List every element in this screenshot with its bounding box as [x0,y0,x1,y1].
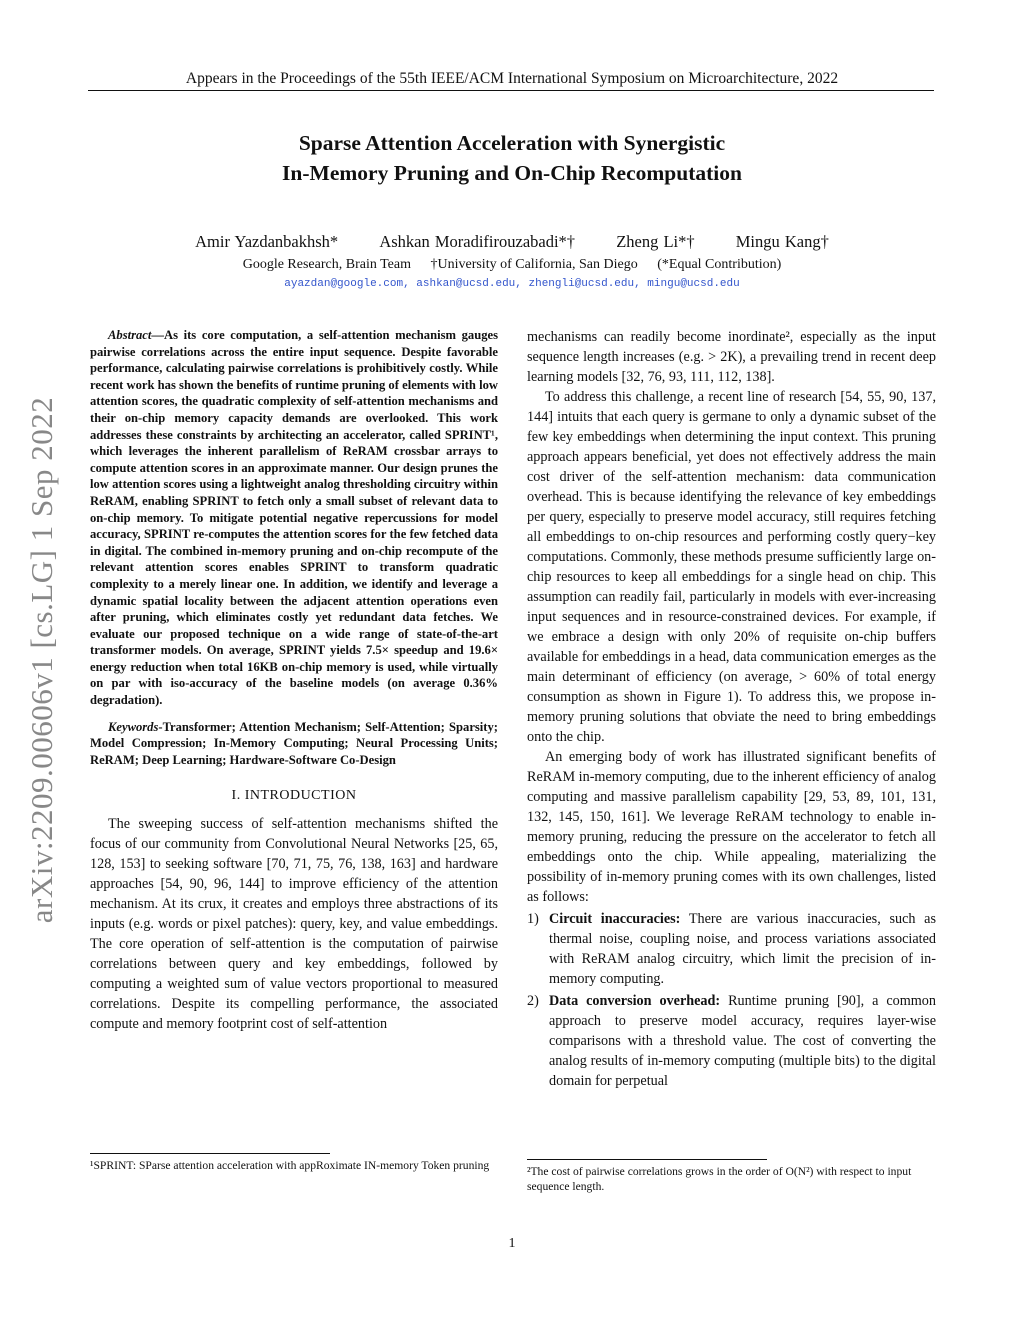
abstract [90,327,498,709]
abstract-text: —As its core computation, a self-attention mechanism gauges pairwise correlations across the entire input sequence. Despite favorable performance, calculating pairwise correlations is prohibitively costly. While recent work has shown the benefits of runtime pruning of elements with low attention scores, the quadratic complexity of self-attention mechanisms and their on-chip memory capacity demands are overlooked. This work addresses these constraints by architecting an accelerator, called SPRINT¹, which leverages the inherent parallelism of ReRAM crossbar arrays to compute attention scores in an approximate manner. Our design prunes the low attention scores using a lightweight analog thresholding circuitry within ReRAM, enabling SPRINT to fetch only a small subset of relevant data to on-chip memory. To mitigate potential negative repercussions for model accuracy, SPRINT re-computes the attention scores for the few fetched data in digital. The combined in-memory pruning and on-chip recompute of the relevant attention scores enables SPRINT to transform quadratic complexity to a merely linear one. In addition, we identify and leverage a dynamic spatial locality between the adjacent attention operations even after pruning, which eliminates costly yet redundant data fetches. We evaluate our proposed technique on a wide range of state-of-the-art transformer models. On average, SPRINT yields 7.5× speedup and 19.6× energy reduction when total 16KB on-chip memory is used, while virtually on par with iso-accuracy of the baseline models (on average 0.36% degradation). [90,328,498,708]
venue-header: Appears in the Proceedings of the 55th IEEE/ACM International Symposium on Microarchitecture, 2022 [185,70,839,87]
right-column [527,327,936,1093]
intro-paragraph-1: The sweeping success of self-attention mechanisms shifted the focus of our community from Convolutional Neural Networks [25, 65, 128, 153] to seeking software [70, 71, 75, 76, 138, 163] and hardware approaches [54, 90, 96, 144] to improve efficiency of the attention mechanism. At its crux, it creates and employs three abstractions of its inputs (e.g. words or pixel patches): query, key, and value embeddings. The core operation of self-attention is the computation of pairwise correlations between query and key embeddings, followed by computing a weighted sum of value vectors proportional to measured correlations. Despite its compelling performance, the associated compute and memory footprint cost of self-attention [90,816,498,1033]
challenge-item [527,991,936,1091]
challenge-title: Data conversion overhead: [549,993,721,1009]
challenge-text: There are various inaccuracies, such as thermal noise, coupling noise, and process variations associated with ReRAM analog circuitry, which limit the precision of in-memory computing. [549,911,936,987]
keywords-label: Keywords [108,719,159,734]
equal-contribution-note: (*Equal Contribution) [657,257,782,272]
affiliation-google: Google Research, Brain Team [242,257,411,272]
challenge-title: Circuit inaccuracies: [549,911,681,927]
author-3: Zheng Li*† [616,232,695,251]
author-1: Amir Yazdanbakhsh* [195,232,339,251]
header-rule [88,90,934,91]
footnote-1: ¹SPRINT: SParse attention acceleration with appRoximate IN-memory Token pruning [90,1159,490,1172]
intro-paragraph-continued: mechanisms can readily become inordinate², especially as the input sequence length increases (e.g. > 2K), a prevailing trend in recent deep learning models [32, 76, 93, 111, 112, 138]. [527,329,936,385]
footnote-rule-right [527,1159,767,1160]
challenge-number: 2) [527,993,539,1009]
challenge-number: 1) [527,911,539,927]
challenges-list [527,909,936,1091]
left-column [90,327,498,1034]
intro-paragraph-3: An emerging body of work has illustrated significant benefits of ReRAM in-memory computing, due to the inherent efficiency of analog computing and massive parallelism capability [29, 53, 89, 101, 131, 132, 145, 150, 161]. We leverage ReRAM technology to enable in-memory pruning, reducing the pressure on the accelerator to fetch all embeddings onto the chip. While appealing, materializing the possibility of in-memory pruning comes with its own challenges, listed as follows: [527,749,936,905]
affiliation-ucsd: †University of California, San Diego [430,257,638,272]
author-list [0,232,1024,252]
intro-paragraph-2: To address this challenge, a recent line of research [54, 55, 90, 137, 144] intuits that each query is germane to only a dynamic subset of the few key embeddings when determining the input context. This pruning approach appears beneficial, yet does not effectively address the main cost driver of the self-attention mechanism: data communication overhead. This is because identifying the relevance of key embeddings per query, especially to preserve model accuracy, still requires fetching all embeddings to on-chip resources and performing costly query−key computations. Commonly, these methods presume sufficiently large on-chip resources to keep all embeddings for a single head on chip. This assumption can readily fail, particularly in models with ever-increasing input sequences and in resource-constrained devices. For example, if we embrace a design with only 20% of requisite on-chip buffers available for embeddings in a head, data communication emerges as the main determinant of efficiency (on average, > 60% of total energy consumption as shown in Figure 1). To address this, we propose in-memory pruning solutions that obviate the need to bring embeddings onto the chip. [527,389,936,745]
keywords [90,719,498,769]
abstract-label: Abstract [108,328,152,342]
affiliations [0,257,1024,273]
footnote-rule-left [90,1153,330,1154]
author-2: Ashkan Moradifirouzabadi*† [379,232,576,251]
page-number: 1 [508,1236,516,1251]
challenge-item [527,909,936,989]
arxiv-stamp: arXiv:2209.00606v1 [cs.LG] 1 Sep 2022 [24,396,59,924]
author-4: Mingu Kang† [735,232,829,251]
footnote-2: ²The cost of pairwise correlations grows in the order of O(N²) with respect to input sequence length. [527,1165,912,1193]
section-heading-introduction: I. INTRODUCTION [231,788,357,804]
paper-title [0,128,1024,188]
author-emails[interactable]: ayazdan@google.com, ashkan@ucsd.edu, zhengli@ucsd.edu, mingu@ucsd.edu [284,278,740,290]
challenge-text: Runtime pruning [90], a common approach to preserve model accuracy, requires layer-wise comparisons with a threshold value. The cost of converting the analog results of in-memory computing (multiple bits) to the digital domain for perpetual [549,993,936,1089]
title-line-1: Sparse Attention Acceleration with Synergistic [298,131,726,155]
keywords-text: -Transformer; Attention Mechanism; Self-Attention; Sparsity; Model Compression; In-Memory Computing; Neural Processing Units; ReRAM; Deep Learning; Hardware-Software Co-Design [90,719,498,767]
title-line-2: In-Memory Pruning and On-Chip Recomputation [282,161,742,185]
